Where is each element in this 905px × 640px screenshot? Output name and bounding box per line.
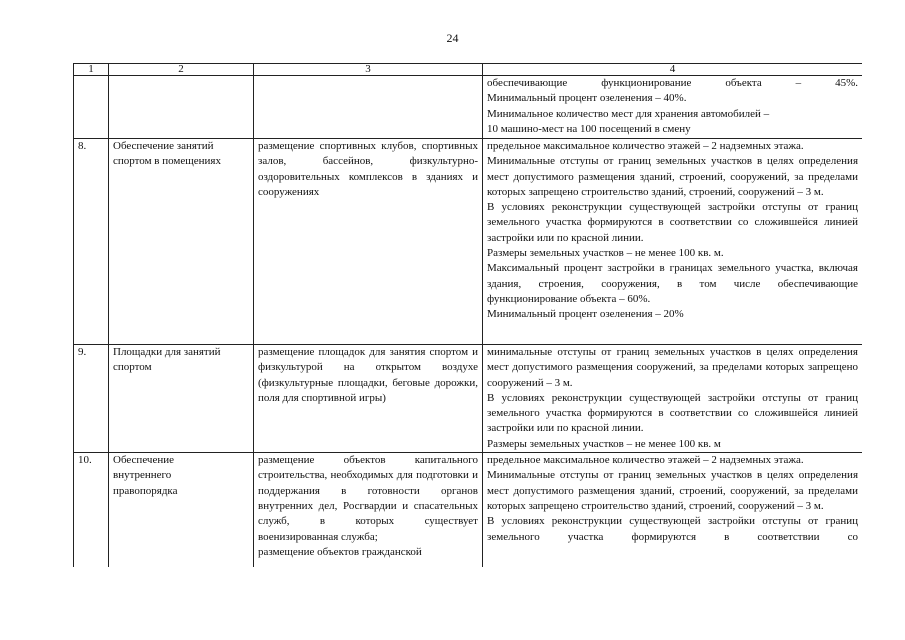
parameter-text: Минимальные отступы от границ земельных участков в целях определения мест допустимого размещения зданий, строений, сооружений, за пределами которых запрещено строительство зданий, строений, сооружений – 3 м.	[487, 155, 858, 198]
table-row	[74, 453, 863, 567]
parameter-text: Минимальный процент озеленения – 40%.	[487, 92, 687, 105]
parameter-text: Размеры земельных участков – не менее 100 кв. м	[487, 437, 721, 450]
header-col-3: 3	[254, 64, 483, 76]
row-number: 8.	[74, 139, 109, 345]
header-col-1: 1	[74, 64, 109, 76]
row-parameters	[483, 453, 863, 567]
parameter-text: минимальные отступы от границ земельных участков в целях определения мест допустимого размещения сооружений, за пределами которых запрещено сооружений – 3 м.	[487, 346, 858, 389]
row-name: Обеспечение занятий спортом в помещениях	[109, 139, 254, 345]
row-name: Обеспечение внутреннего правопорядка	[109, 453, 254, 567]
row-parameters	[483, 345, 863, 453]
row-name: Площадки для занятий спортом	[109, 345, 254, 453]
parameter-text: предельное максимальное количество этажей – 2 надземных этажа.	[487, 454, 804, 467]
row-parameters	[483, 76, 863, 139]
table-row	[74, 76, 863, 139]
row-number	[74, 76, 109, 139]
row-description	[254, 139, 483, 345]
parameter-text: обеспечивающие функционирование объекта – 45%.	[487, 77, 858, 89]
parameter-text: В условиях реконструкции существующей застройки отступы от границ земельного участка формируются в соответствии со сложившейся линией застройки или по красной линии.	[487, 391, 858, 435]
description-text: размещение площадок для занятия спортом и физкультурой на открытом воздухе (физкультурные площадки, беговые дорожки, поля для спортивной игры)	[258, 346, 478, 404]
row-parameters	[483, 139, 863, 345]
table-row	[74, 139, 863, 345]
description-text: размещение спортивных клубов, спортивных залов, бассейнов, физкультурно-оздоровительных комплексов в зданиях и сооружениях	[258, 140, 478, 198]
parameter-text: предельное максимальное количество этажей – 2 надземных этажа.	[487, 140, 804, 152]
description-text: размещение объектов капитального строительства, необходимых для подготовки и поддержания в готовности органов внутренних дел, Росгвардии и спасательных служб, в которых существует военизированная служба; размещение объектов гражданской	[258, 454, 478, 558]
table-header-row	[74, 64, 863, 76]
row-description	[254, 345, 483, 453]
row-description	[254, 453, 483, 567]
parameter-text: В условиях реконструкции существующей застройки отступы от границ земельного участка формируются в соответствии со сложившейся линией застройки или по красной линии.	[487, 201, 858, 244]
row-description	[254, 76, 483, 139]
row-number: 9.	[74, 345, 109, 453]
parameter-text: Минимальные отступы от границ земельных участков в целях определения мест допустимого размещения зданий, строений, сооружений, за пределами которых запрещено строительство зданий, строений, сооружений – 3 м.	[487, 469, 858, 512]
row-name	[109, 76, 254, 139]
parameter-text: Минимальный процент озеленения – 20%	[487, 308, 684, 321]
land-use-table-container	[73, 63, 862, 567]
parameter-text: Минимальное количество мест для хранения автомобилей – 10 машино-мест на 100 посещений в смену	[487, 107, 770, 135]
parameter-text: Размеры земельных участков – не менее 100 кв. м.	[487, 247, 724, 260]
header-col-4: 4	[483, 64, 863, 76]
parameter-text: Максимальный процент застройки в границах земельного участка, включая здания, строения, сооружения, в том числе обеспечивающие функционирование объекта – 60%.	[487, 262, 858, 305]
parameter-text: В условиях реконструкции существующей застройки отступы от границ земельного участка формируются в соответствии со	[487, 515, 858, 543]
header-col-2: 2	[109, 64, 254, 76]
row-number: 10.	[74, 453, 109, 567]
page-number: 24	[446, 31, 459, 45]
table-row	[74, 345, 863, 453]
land-use-table	[73, 63, 862, 567]
